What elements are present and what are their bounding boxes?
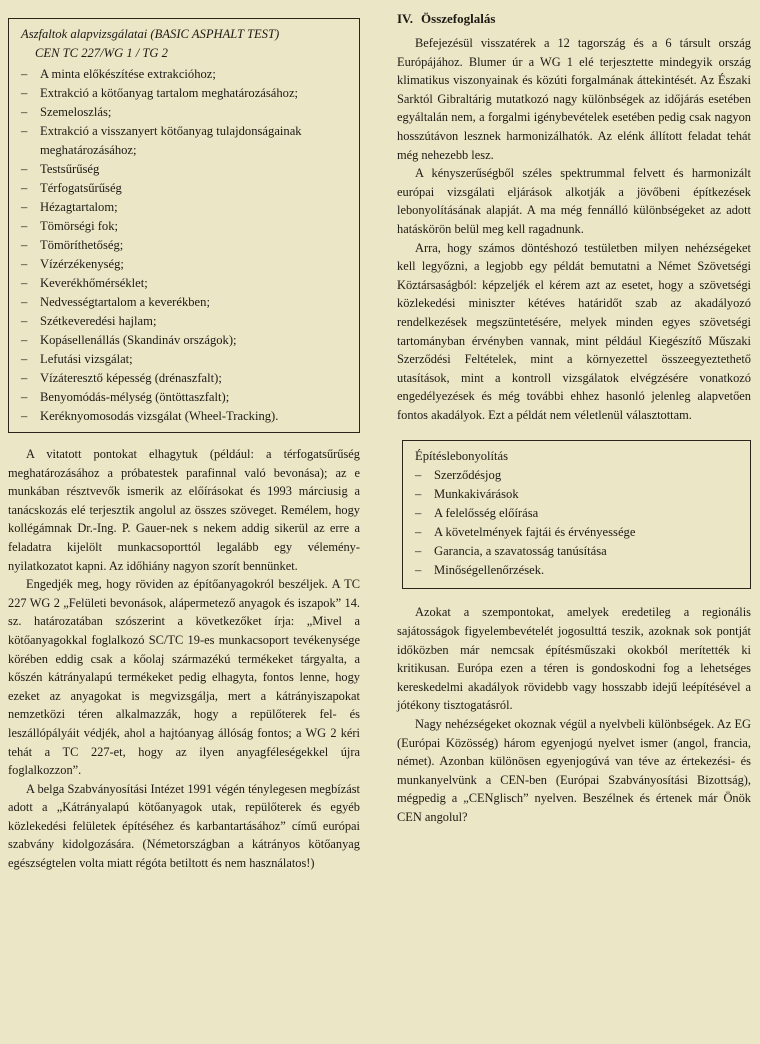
list-item: – Szemeloszlás; xyxy=(21,103,351,122)
paragraph: Arra, hogy számos döntéshozó testületben milyen nehézségeket kell legyőzni, a legjobb egy példát bemutatni a Német Szövetségi Köztársaságból: képzeljék el kérem azt az esetet, hogy a szövetségi közlekedési miniszter kétéves határidőt szab az akadályozó rendelkezések megszüntetésére, melyek minden egyes szövetségi tartományban érvényben vannak, mint például Kiegészítő Műszaki Szerződési Feltételek, mint a környezettel összeegyeztethető utasítások, mint a kontroll vizsgálatok elvégzésére vonatkozó engedélyezések és még további ehhez hasonló jelenleg alapvetően fontos akadályok. Ezt a példát nem véletlenül választottam. xyxy=(397,240,751,422)
list-item: – Hézagtartalom; xyxy=(21,198,351,217)
construction-list xyxy=(415,466,742,580)
test-list xyxy=(21,65,351,426)
right-column xyxy=(397,10,751,827)
list-item: – Extrakció a kötőanyag tartalom meghatározásához; xyxy=(21,84,351,103)
left-body-text xyxy=(8,445,360,873)
list-item: – Minőségellenőrzések. xyxy=(415,561,742,580)
list-item: – Garancia, a szavatosság tanúsítása xyxy=(415,542,742,561)
list-item: – Tömörségi fok; xyxy=(21,217,351,236)
list-item: – Nedvességtartalom a keverékben; xyxy=(21,293,351,312)
list-item: – Vízérzékenység; xyxy=(21,255,351,274)
section-number: IV. xyxy=(397,11,414,26)
list-item: – Benyomódás-mélység (öntöttaszfalt); xyxy=(21,388,351,407)
list-item: – A felelősség előírása xyxy=(415,504,742,523)
list-item: – Extrakció a visszanyert kötőanyag tulajdonságainak meghatározásához; xyxy=(21,122,351,160)
box-title: Aszfaltok alapvizsgálatai (BASIC ASPHALT TEST) xyxy=(21,27,280,41)
list-item: – Szétkeveredési hajlam; xyxy=(21,312,351,331)
list-item: – A minta előkészítése extrakcióhoz; xyxy=(21,65,351,84)
section-title: Összefoglalás xyxy=(421,11,496,26)
paragraph: Befejezésül visszatérek a 12 tagország és a 6 társult ország Európájához. Blumer úr a WG 1 elé terjesztette mindegyik ország klimatikus viszonyainak és közúti forgalmának áttekintését. Az Északi Sarktól Gibraltárig mutatkozó nagy különbségek az időjárás esetében egyáltalán nem, a forgalmi igénybevételek esetében pedig csak nagyon hosszútávon lesznek harmonizálhatók. Az elénk állított feladat tehát még nehezebb lesz. xyxy=(397,36,751,162)
paragraph: A vitatott pontokat elhagytuk (például: a térfogatsűrűség meghatározásához a próbatestek parafinnal való bevonása); az e munkában résztvevők ismerik az előírásokat és 1993 márciusig a tanácskozás elé terjesztik angolul az összes szöveget. Remélem, hogy kollégámnak Dr.-Ing. P. Gauer-nek s nekem addig sikerül az erre a feladatra kijelölt munkacsoporttól legalább egy vélemény-nyilatkozatot kapni. Az időhiány nagyon szorít bennünket. xyxy=(8,447,360,573)
paragraph: Azokat a szempontokat, amelyek eredetileg a regionális sajátosságok figyelembevételét jogosulttá teszik, azoknak sok pontját időközben már nemcsak építésműszaki okokból merítették ki kritikusan. Európa ezen a téren is gondoskodni fog a lehetséges kereskedelmi akadályok rövidebb vagy hosszabb idejű leépítésével a jótékony tisztogatásról. xyxy=(397,605,751,713)
list-item: – Keverékhőmérséklet; xyxy=(21,274,351,293)
right-body-text-top xyxy=(397,34,751,424)
section-heading xyxy=(397,10,751,28)
paragraph: Engedjék meg, hogy röviden az építőanyagokról beszéljek. A TC 227 WG 2 „Felületi bevonások, alápermetező anyagok és iszapok” 14. sz. határozatában szószerint a következőket írja: „Mivel a kötőanyagokkal foglalkozó SC/TC 19-es munkacsoport tevékenysége körében eddig csak a kőolaj származékú termékeket tárgyalta, a kőszén kátrányalapú termékeket pedig elhagyta, fontos lenne, hogy ezeket az anyagokat is megvizsgálja, mert a kátrányiszapokat nemzetközi téren alkalmazzák, hogy a repülőterek fel- és leszállópályáit védjék, ahol a hajtóanyag állóság fontos; a WG 2 kéri tehát a TC 227-et, hogy az ilyen anyagféleségekkel újra foglalkozzon”. xyxy=(8,577,360,778)
list-item: – Tömöríthetőség; xyxy=(21,236,351,255)
paragraph: A belga Szabványosítási Intézet 1991 végén ténylegesen megbízást adott a „Kátrányalapú kötőanyagok utak, repülőterek és egyéb közlekedési felületek építéséhez és karbantartásához” című európai szabvány kidolgozására. (Németországban a kátrányos kötőanyag egészségtelen volta miatt régóta betiltott és nem használatos!) xyxy=(8,781,360,871)
list-item: – Keréknyomosodás vizsgálat (Wheel-Tracking). xyxy=(21,407,351,426)
list-item: – Lefutási vizsgálat; xyxy=(21,350,351,369)
list-item: – Vízáteresztő képesség (drénaszfalt); xyxy=(21,369,351,388)
list-item: – Munkakivárások xyxy=(415,485,742,504)
list-item: – A követelmények fajtái és érvényessége xyxy=(415,523,742,542)
right-body-text-bottom xyxy=(397,603,751,826)
list-item: – Térfogatsűrűség xyxy=(21,179,351,198)
list-item: – Kopásellenállás (Skandináv országok); xyxy=(21,331,351,350)
basic-asphalt-test-box xyxy=(8,18,360,433)
construction-management-box xyxy=(402,440,751,589)
left-column xyxy=(8,18,360,873)
list-item: – Szerződésjog xyxy=(415,466,742,485)
box-title: Építéslebonyolítás xyxy=(415,449,509,464)
box-subtitle: CEN TC 227/WG 1 / TG 2 xyxy=(35,46,168,60)
paragraph: Nagy nehézségeket okoznak végül a nyelvbeli különbségek. Az EG (Európai Közösség) három egyenjogú nyelvet ismer (angol, francia, német). Azonban különösen egyenjogúvá van téve az értekezési- és munkanyelvünk a CEN-ben (Európai Szabványosítási Bizottság), mégpedig a „CENglisch” nyelven. Beszélnek és értenek már Önök CEN angolul? xyxy=(397,717,751,824)
paragraph: A kényszerűségből széles spektrummal felvett és harmonizált európai vizsgálati eljárások alkotják a jövőbeni építkezések lebonyolításának alapját. A ma még fennálló különbségeket az adott hatáskörön belül meg kell ragadnunk. xyxy=(397,166,751,236)
list-item: – Testsűrűség xyxy=(21,160,351,179)
